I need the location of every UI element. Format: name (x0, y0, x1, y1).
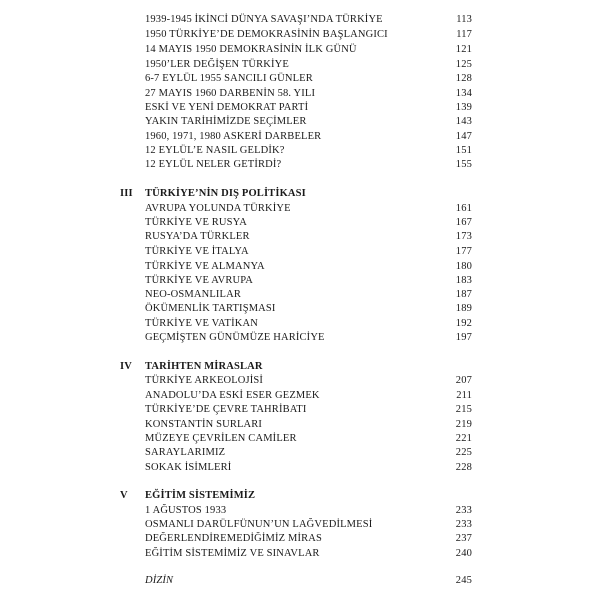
section-title: TARİHTEN MİRASLAR (145, 361, 263, 372)
toc-entry-title: 1939-1945 İKİNCİ DÜNYA SAVAŞI’NDA TÜRKİYE (145, 14, 383, 25)
section-heading (0, 186, 600, 202)
toc-entry-title: 1950’LER DEĞİŞEN TÜRKİYE (145, 59, 289, 70)
toc-entry-title: YAKIN TARİHİMİZDE SEÇİMLER (145, 116, 307, 127)
toc-entry-page: 207 (455, 375, 472, 386)
section-title: EĞİTİM SİSTEMİMİZ (145, 490, 256, 501)
toc-entry-page: 219 (455, 419, 472, 430)
toc-entry-page: 125 (455, 59, 472, 70)
toc-entry (0, 229, 600, 245)
toc-entry-page: 155 (455, 159, 472, 170)
section-heading (0, 488, 600, 504)
toc-entry-page: 167 (455, 217, 472, 228)
toc-entry-title: TÜRKİYE ARKEOLOJİSİ (145, 375, 264, 386)
toc-entry-page: 180 (455, 261, 472, 272)
toc-entry-title: GEÇMİŞTEN GÜNÜMÜZE HARİCİYE (145, 332, 325, 343)
toc-entry-title: EĞİTİM SİSTEMİMİZ VE SINAVLAR (145, 548, 320, 559)
toc-entry-title: 14 MAYIS 1950 DEMOKRASİNİN İLK GÜNÜ (145, 44, 357, 55)
toc-entry-title: SARAYLARIMIZ (145, 447, 226, 458)
toc-entry-page: 143 (455, 116, 472, 127)
toc-entry-page: 173 (455, 231, 472, 242)
toc-index-entry (0, 573, 600, 589)
toc-entry (0, 157, 600, 173)
toc-entry-title: TÜRKİYE VE ALMANYA (145, 261, 265, 272)
toc-entry-page: 183 (455, 275, 472, 286)
toc-entry-title: 27 MAYIS 1960 DARBENİN 58. YILI (145, 88, 316, 99)
toc-entry-title: TÜRKİYE VE RUSYA (145, 217, 247, 228)
section-number: IV (120, 361, 132, 372)
toc-entry (0, 531, 600, 547)
toc-entry (0, 27, 600, 43)
toc-entry-title: TÜRKİYE VE AVRUPA (145, 275, 253, 286)
index-page: 245 (455, 575, 472, 586)
toc-entry-title: ESKİ VE YENİ DEMOKRAT PARTİ (145, 102, 309, 113)
toc-entry-page: 147 (455, 131, 472, 142)
toc-entry-title: AVRUPA YOLUNDA TÜRKİYE (145, 203, 291, 214)
toc-entry-page: 134 (455, 88, 472, 99)
toc-entry (0, 12, 600, 28)
toc-entry-page: 113 (456, 14, 472, 25)
toc-entry-page: 221 (455, 433, 472, 444)
toc-entry-page: 161 (455, 203, 472, 214)
toc-entry-title: TÜRKİYE VE İTALYA (145, 246, 249, 257)
toc-entry (0, 373, 600, 389)
toc-entry-page: 151 (455, 145, 472, 156)
toc-entry (0, 301, 600, 317)
toc-entry-title: 1950 TÜRKİYE’DE DEMOKRASİNİN BAŞLANGICI (145, 29, 388, 40)
toc-entry-page: 192 (455, 318, 472, 329)
toc-entry-title: OSMANLI DARÜLFÜNUN’UN LAĞVEDİLMESİ (145, 519, 373, 530)
toc-entry-title: TÜRKİYE VE VATİKAN (145, 318, 258, 329)
section-number: V (120, 490, 128, 501)
toc-entry-page: 139 (455, 102, 472, 113)
toc-entry-page: 240 (455, 548, 472, 559)
toc-entry-title: 1 AĞUSTOS 1933 (145, 505, 227, 516)
index-title: DİZİN (145, 575, 174, 586)
toc-entry-title: KONSTANTİN SURLARI (145, 419, 263, 430)
toc-entry-page: 121 (455, 44, 472, 55)
toc-entry-page: 187 (455, 289, 472, 300)
toc-entry (0, 546, 600, 562)
toc-entry (0, 445, 600, 461)
toc-entry (0, 330, 600, 346)
section-number: III (120, 188, 133, 199)
toc-entry-title: ANADOLU’DA ESKİ ESER GEZMEK (145, 390, 320, 401)
toc-entry-page: 215 (455, 404, 472, 415)
toc-entry-page: 228 (455, 462, 472, 473)
toc-entry-title: ÖKÜMENLİK TARTIŞMASI (145, 303, 276, 314)
toc-entry-page: 233 (455, 505, 472, 516)
section-title: TÜRKİYE’NİN DIŞ POLİTİKASI (145, 188, 306, 199)
toc-entry-title: TÜRKİYE’DE ÇEVRE TAHRİBATI (145, 404, 307, 415)
toc-entry (0, 402, 600, 418)
toc-entry-title: NEO-OSMANLILAR (145, 289, 242, 300)
toc-entry-title: RUSYA’DA TÜRKLER (145, 231, 250, 242)
toc-entry-title: 12 EYLÜL’E NASIL GELDİK? (145, 145, 285, 156)
toc-entry-title: DEĞERLENDİREMEDİĞİMİZ MİRAS (145, 533, 322, 544)
toc-entry-page: 117 (456, 29, 472, 40)
toc-entry-page: 233 (455, 519, 472, 530)
toc-entry-page: 177 (455, 246, 472, 257)
toc-entry (0, 42, 600, 58)
toc-entry (0, 460, 600, 476)
toc-entry (0, 114, 600, 130)
toc-entry-page: 225 (455, 447, 472, 458)
toc-entry-title: 6-7 EYLÜL 1955 SANCILI GÜNLER (145, 73, 313, 84)
toc-entry-title: 12 EYLÜL NELER GETİRDİ? (145, 159, 282, 170)
toc-entry-title: 1960, 1971, 1980 ASKERİ DARBELER (145, 131, 322, 142)
toc-entry-page: 197 (455, 332, 472, 343)
toc-entry (0, 71, 600, 87)
toc-entry-title: SOKAK İSİMLERİ (145, 462, 232, 473)
toc-entry-title: MÜZEYE ÇEVRİLEN CAMİLER (145, 433, 297, 444)
toc-entry-page: 189 (455, 303, 472, 314)
toc-entry-page: 128 (455, 73, 472, 84)
toc-entry (0, 244, 600, 260)
toc-entry-page: 211 (456, 390, 472, 401)
toc-entry-page: 237 (455, 533, 472, 544)
